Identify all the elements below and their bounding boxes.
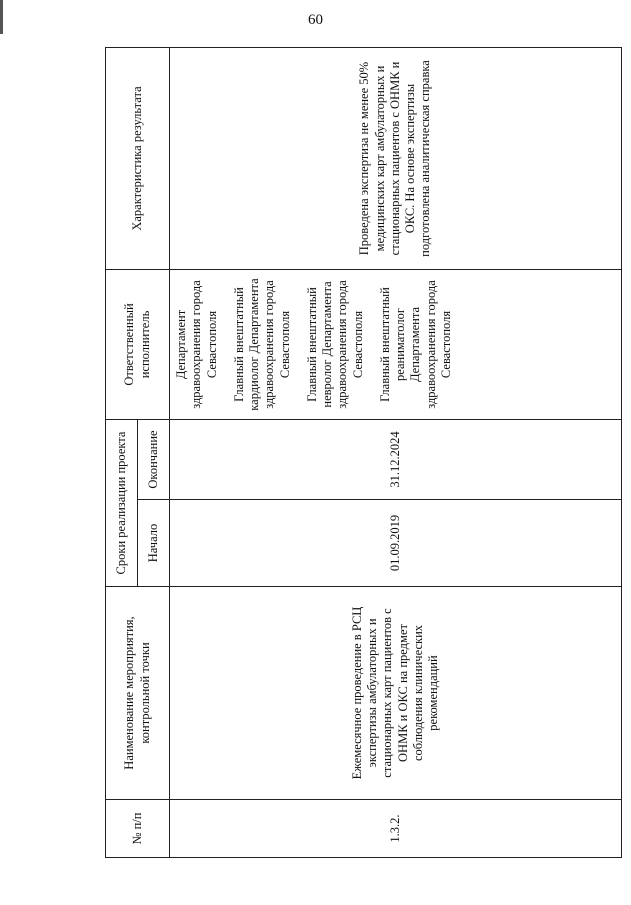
row-executors (170, 270, 622, 420)
table-row (170, 48, 622, 858)
header-executor: Ответственный исполнитель (106, 270, 170, 420)
header-period: Сроки реализации проекта (106, 420, 138, 587)
header-result: Характеристика результата (106, 48, 170, 270)
row-result: Проведена экспертиза не менее 50% медицинских карт амбулаторных и стационарных пациентов с ОНМК и ОКС. На основе экспертизы подготовлена аналитическая справка (170, 48, 622, 270)
rotated-table-frame (105, 48, 622, 858)
project-table (105, 47, 622, 858)
executor-entry: Главный внештатный невролог Департамента здравоохранения города Севастополя (304, 280, 365, 409)
header-name: Наименование мероприятия, контрольной точки (106, 587, 170, 800)
executor-entry: Главный внештатный кардиолог Департамента здравоохранения города Севастополя (231, 278, 292, 411)
row-num: 1.3.2. (170, 800, 622, 858)
header-num: № п/п (106, 800, 170, 858)
executor-entry: Главный внештатный реаниматолог Департамента здравоохранения города Севастополя (377, 280, 453, 409)
row-name: Ежемесячное проведение в РСЦ экспертизы амбулаторных и стационарных карт пациентов с ОНМК и ОКС на предмет соблюдения клинических рекомендаций (170, 587, 622, 800)
executor-entry: Департамент здравоохранения города Севастополя (174, 280, 219, 409)
row-end: 31.12.2024 (170, 420, 622, 500)
header-start: Начало (138, 500, 170, 587)
header-row-1 (106, 48, 138, 858)
header-end: Окончание (138, 420, 170, 500)
page-number: 60 (308, 12, 323, 28)
row-start: 01.09.2019 (170, 500, 622, 587)
